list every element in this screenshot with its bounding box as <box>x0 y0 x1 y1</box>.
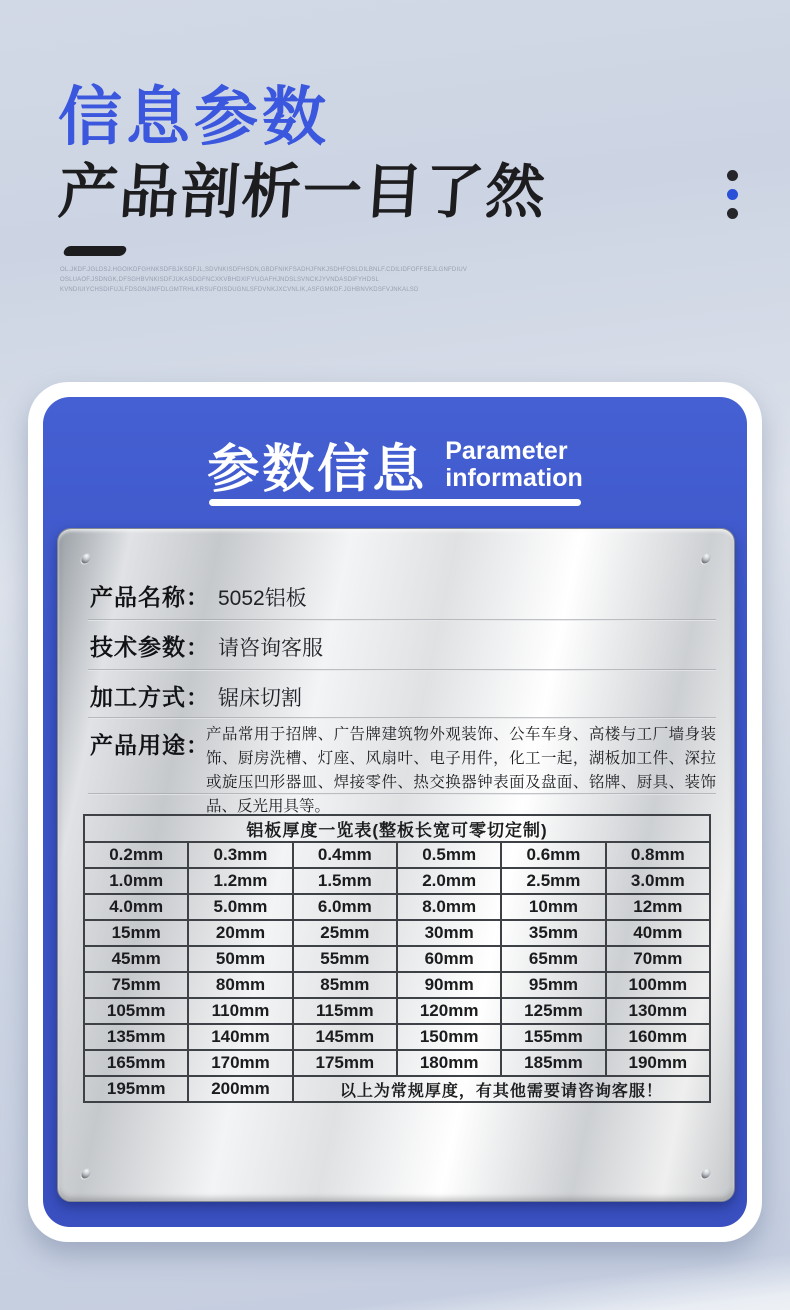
thickness-cell: 165mm <box>84 1050 188 1076</box>
thickness-cell: 35mm <box>501 920 605 946</box>
screw-icon <box>79 552 92 566</box>
spec-label: 技术参数： <box>90 634 210 660</box>
thickness-cell: 1.5mm <box>293 868 397 894</box>
table-row <box>84 946 710 972</box>
thickness-cell: 10mm <box>501 894 605 920</box>
fineprint-text <box>60 266 490 296</box>
table-row <box>84 972 710 998</box>
divider <box>88 793 716 795</box>
thickness-cell: 20mm <box>188 920 292 946</box>
dot-icon <box>727 208 738 219</box>
thickness-cell: 95mm <box>501 972 605 998</box>
table-row <box>84 868 710 894</box>
thickness-cell: 1.0mm <box>84 868 188 894</box>
thickness-cell: 155mm <box>501 1024 605 1050</box>
thickness-table <box>83 814 711 1103</box>
thickness-cell: 2.5mm <box>501 868 605 894</box>
thickness-cell: 0.4mm <box>293 842 397 868</box>
thickness-cell: 90mm <box>397 972 501 998</box>
thickness-cell: 115mm <box>293 998 397 1024</box>
spec-row-product-name <box>90 579 307 612</box>
thickness-cell: 135mm <box>84 1024 188 1050</box>
card-title-en-line2: information <box>445 463 583 492</box>
hero-subtitle: 产品剖析一目了然 <box>56 159 549 225</box>
thickness-cell: 130mm <box>606 998 710 1024</box>
card-title-row <box>43 427 747 502</box>
thickness-cell: 150mm <box>397 1024 501 1050</box>
spec-value: 锯床切割 <box>218 687 302 710</box>
dot-icon <box>727 189 738 200</box>
spec-label: 产品名称： <box>90 584 210 610</box>
spec-value: 5052铝板 <box>218 587 307 610</box>
thickness-cell: 140mm <box>188 1024 292 1050</box>
thickness-cell: 50mm <box>188 946 292 972</box>
dot-icon <box>727 170 738 181</box>
thickness-cell: 195mm <box>84 1076 188 1102</box>
thickness-cell: 180mm <box>397 1050 501 1076</box>
thickness-cell: 45mm <box>84 946 188 972</box>
divider <box>88 717 716 719</box>
thickness-cell: 60mm <box>397 946 501 972</box>
thickness-cell: 65mm <box>501 946 605 972</box>
card-title-en-line1: Parameter <box>445 436 568 465</box>
thickness-cell: 15mm <box>84 920 188 946</box>
thickness-cell: 100mm <box>606 972 710 998</box>
spec-value: 请咨询客服 <box>218 637 323 660</box>
thickness-cell: 0.2mm <box>84 842 188 868</box>
thickness-cell: 70mm <box>606 946 710 972</box>
thickness-cell: 170mm <box>188 1050 292 1076</box>
thickness-cell: 1.2mm <box>188 868 292 894</box>
thickness-cell: 120mm <box>397 998 501 1024</box>
thickness-cell: 40mm <box>606 920 710 946</box>
thickness-cell: 4.0mm <box>84 894 188 920</box>
table-row <box>84 1024 710 1050</box>
table-row <box>84 894 710 920</box>
thickness-cell: 0.5mm <box>397 842 501 868</box>
thickness-cell: 185mm <box>501 1050 605 1076</box>
table-row <box>84 1050 710 1076</box>
dash-decoration <box>62 246 127 256</box>
thickness-cell: 0.8mm <box>606 842 710 868</box>
thickness-cell: 105mm <box>84 998 188 1024</box>
thickness-table-body <box>84 842 710 1102</box>
thickness-cell: 145mm <box>293 1024 397 1050</box>
screw-icon <box>79 1167 92 1181</box>
table-header-row <box>84 815 710 842</box>
metal-panel <box>57 528 735 1202</box>
thickness-cell: 80mm <box>188 972 292 998</box>
spec-label: 产品用途： <box>90 732 210 758</box>
thickness-cell: 30mm <box>397 920 501 946</box>
thickness-cell: 2.0mm <box>397 868 501 894</box>
dots-decoration <box>727 170 739 227</box>
table-row <box>84 1076 710 1102</box>
table-row <box>84 920 710 946</box>
thickness-cell: 200mm <box>188 1076 292 1102</box>
thickness-cell: 25mm <box>293 920 397 946</box>
thickness-cell: 0.6mm <box>501 842 605 868</box>
thickness-cell: 190mm <box>606 1050 710 1076</box>
thickness-cell: 125mm <box>501 998 605 1024</box>
table-note-cell: 以上为常规厚度，有其他需要请咨询客服！ <box>293 1076 710 1102</box>
spec-row-usage <box>90 727 210 760</box>
thickness-cell: 110mm <box>188 998 292 1024</box>
thickness-cell: 12mm <box>606 894 710 920</box>
table-title: 铝板厚度一览表(整板长宽可零切定制) <box>84 815 710 842</box>
usage-text: 产品常用于招牌、广告牌建筑物外观装饰、公车车身、高楼与工厂墙身装饰、厨房洗槽、灯座、风扇叶、电子用件，化工一起，湖板加工件、深拉或旋压凹形器皿、焊接零件、热交换器钟表面及盘面、铭牌、厨具、装饰品、反光用具等。 <box>206 726 716 816</box>
title-underline <box>209 499 581 506</box>
divider <box>88 669 716 671</box>
table-row <box>84 842 710 868</box>
card-blue-background <box>43 397 747 1227</box>
spec-row-processing <box>90 679 302 712</box>
divider <box>88 619 716 621</box>
card-title-cn: 参数信息 <box>207 441 428 499</box>
table-row <box>84 998 710 1024</box>
screw-icon <box>699 1167 712 1181</box>
thickness-cell: 5.0mm <box>188 894 292 920</box>
card-title-en <box>445 438 583 492</box>
thickness-cell: 0.3mm <box>188 842 292 868</box>
spec-label: 加工方式： <box>90 684 210 710</box>
fineprint-line: OL.JKDF.JGLDSJ.HGOIKDFGHNKSDFBJKSDFJL,SDVNKISDFHSDN,GBDFNIKFSADHJFNKJSDHFOSLDILBNLF.CDILIDFOFFSEJLGNFDIUV <box>60 267 468 273</box>
thickness-cell: 55mm <box>293 946 397 972</box>
thickness-cell: 175mm <box>293 1050 397 1076</box>
thickness-cell: 6.0mm <box>293 894 397 920</box>
thickness-cell: 160mm <box>606 1024 710 1050</box>
hero-title: 信息参数 <box>58 81 330 153</box>
parameter-card <box>28 382 762 1242</box>
thickness-cell: 8.0mm <box>397 894 501 920</box>
fineprint-line: OSLUAOF.JSDNGK,DFSGHBVNKISDFJUKASDGFNCXKVBHDXIFYUGAFHJNDSLSVNCKJYVNDASDIFYHDSL <box>60 276 379 283</box>
thickness-cell: 75mm <box>84 972 188 998</box>
screw-icon <box>699 552 712 566</box>
spec-row-tech-params <box>90 629 323 662</box>
thickness-cell: 3.0mm <box>606 868 710 894</box>
fineprint-line: KVNDIUIYCHSDIFUJLFDSGNJIMFDLGMTRHLKRSUFOISDUGNLSFDVNKJXCVNLIK,ASFGMKDF.JGHBNVKDSFVJNKALSD <box>60 286 419 293</box>
thickness-cell: 85mm <box>293 972 397 998</box>
